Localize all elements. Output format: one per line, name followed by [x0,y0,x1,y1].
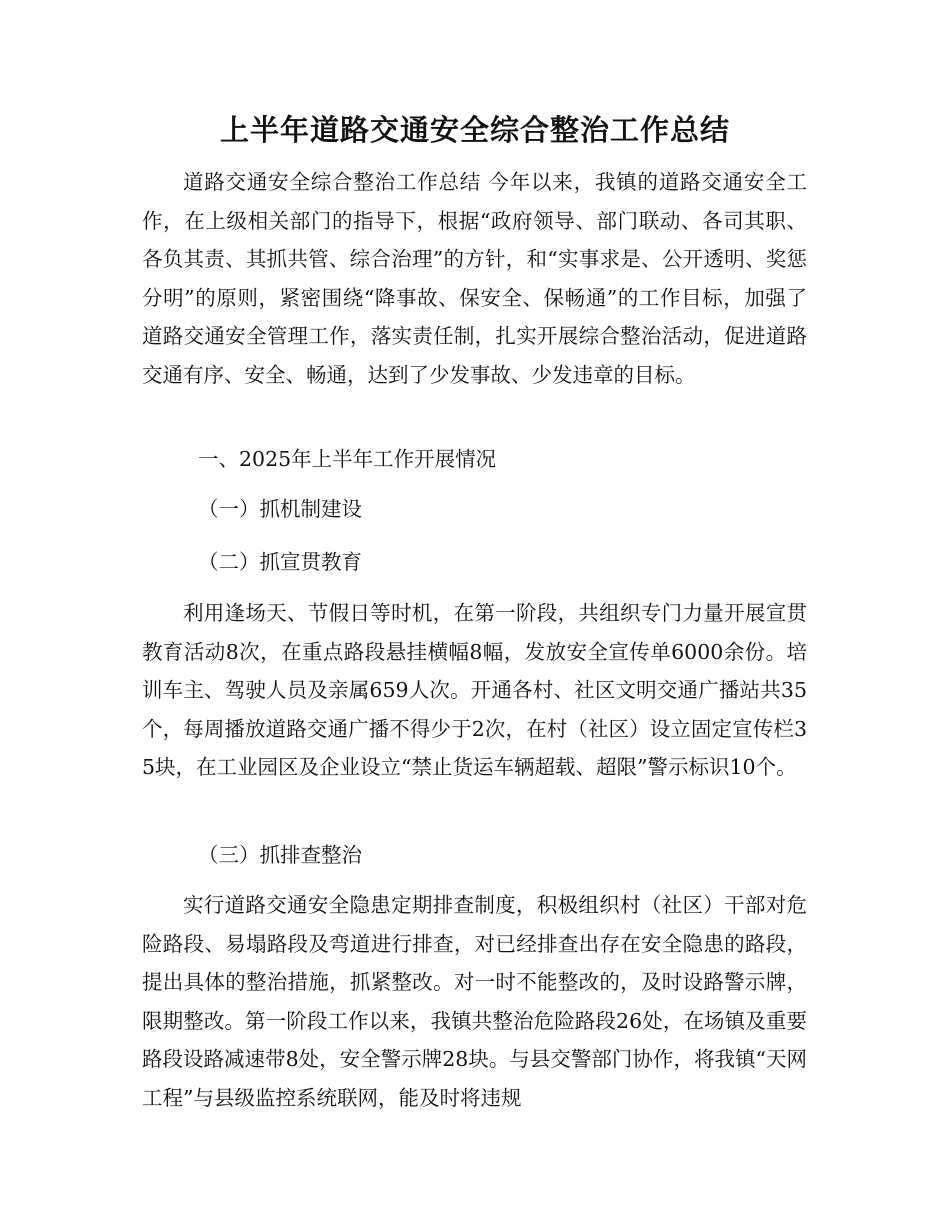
section-heading-1: 一、2025年上半年工作开展情况 [198,447,497,471]
subsection-heading-1: （一）抓机制建设 [198,497,362,521]
subsection-heading-3: （三）抓排查整治 [198,843,362,867]
intro-paragraph: 道路交通安全综合整治工作总结 今年以来，我镇的道路交通安全工作，在上级相关部门的指导下，根据“政府领导、部门联动、各司其职、各负其责、其抓共管、综合治理”的方针，和“实事求是、公开透明、奖惩分明”的原则，紧密围绕“降事故、保安全、保畅通”的工作目标，加强了道路交通安全管理工作，落实责任制，扎实开展综合整治活动，促进道路交通有序、安全、畅通，达到了少发事故、少发违章的目标。 [142,170,807,387]
document-title: 上半年道路交通安全综合整治工作总结 [219,113,730,147]
inspection-paragraph: 实行道路交通安全隐患定期排查制度，积极组织村（社区）干部对危险路段、易塌路段及弯道进行排查，对已经排查出存在安全隐患的路段，提出具体的整治措施，抓紧整改。对一时不能整改的，及时设路警示牌，限期整改。第一阶段工作以来，我镇共整治危险路段26处，在场镇及重要路段设路减速带8处，安全警示牌28块。与县交警部门协作，将我镇“天网工程”与县级监控系统联网，能及时将违规 [142,893,807,1110]
subsection-heading-2: （二）抓宣贯教育 [198,550,362,574]
education-paragraph: 利用逢场天、节假日等时机，在第一阶段，共组织专门力量开展宣贯教育活动8次，在重点路段悬挂横幅8幅，发放安全宣传单6000余份。培训车主、驾驶人员及亲属659人次。开通各村、社区文明交通广播站共35个，每周播放道路交通广播不得少于2次，在村（社区）设立固定宣传栏35块，在工业园区及企业设立“禁止货运车辆超载、超限”警示标识10个。 [142,601,807,780]
